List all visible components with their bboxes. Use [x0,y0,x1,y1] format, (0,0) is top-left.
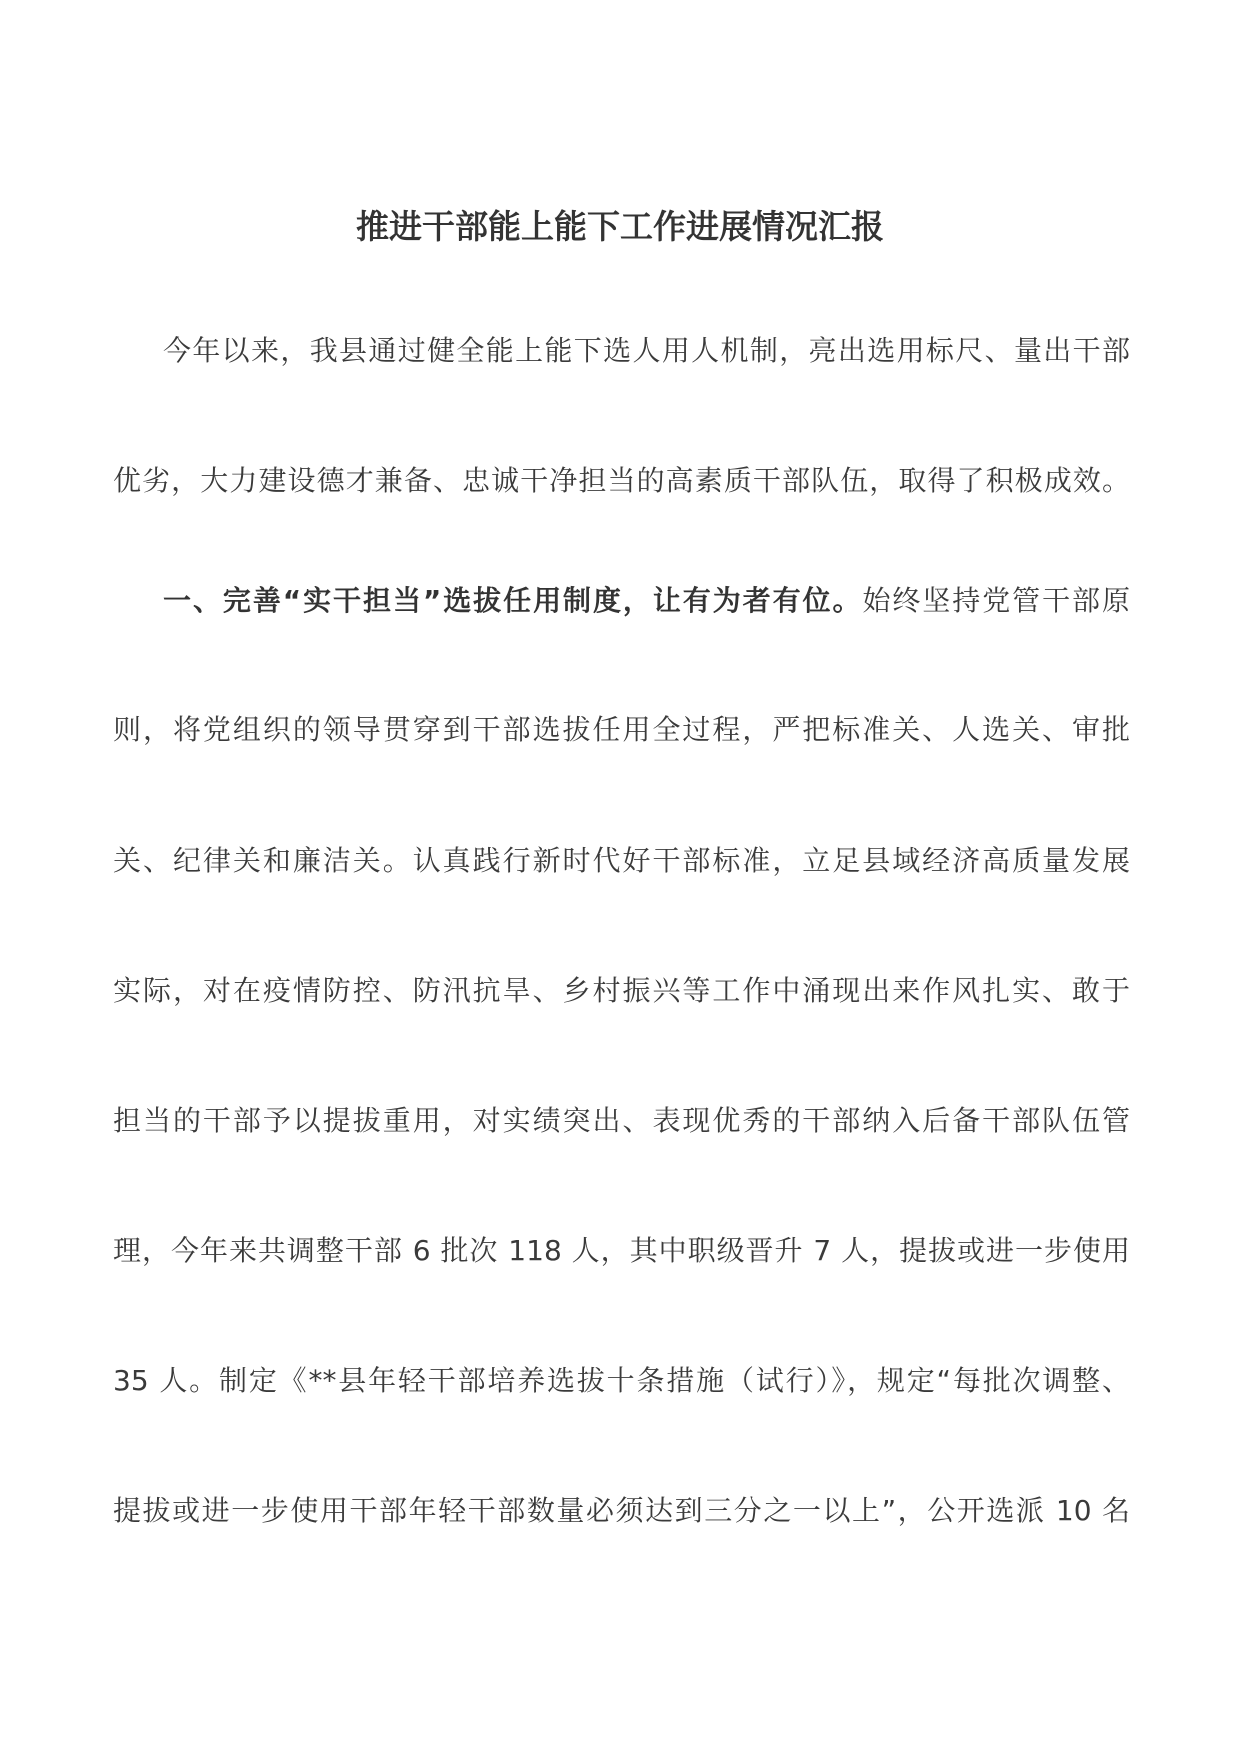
paragraph-line: 担当的干部予以提拔重用，对实绩突出、表现优秀的干部纳入后备干部队伍管 [113,1104,1130,1137]
paragraph-line: 优劣，大力建设德才兼备、忠诚干净担当的高素质干部队伍，取得了积极成效。 [113,464,1130,497]
paragraph-line: 则，将党组织的领导贯穿到干部选拔任用全过程，严把标准关、人选关、审批 [113,713,1130,746]
paragraph-line: 实际，对在疫情防控、防汛抗旱、乡村振兴等工作中涌现出来作风扎实、敢于 [113,974,1130,1007]
section-heading-line [163,581,1130,621]
paragraph-line: 提拔或进一步使用干部年轻干部数量必须达到三分之一以上”，公开选派 10 名 [113,1494,1130,1527]
paragraph-line: 理，今年来共调整干部 6 批次 118 人，其中职级晋升 7 人，提拔或进一步使用 [113,1234,1130,1267]
section-heading: 一、完善“实干担当”选拔任用制度，让有为者有位。 [163,584,863,617]
paragraph-line: 35 人。制定《**县年轻干部培养选拔十条措施（试行）》，规定“每批次调整、 [113,1364,1130,1397]
paragraph-line: 今年以来，我县通过健全能上能下选人用人机制，亮出选用标尺、量出干部 [163,334,1130,367]
paragraph-line: 关、纪律关和廉洁关。认真践行新时代好干部标准，立足县域经济高质量发展 [113,844,1130,877]
document-title: 推进干部能上能下工作进展情况汇报 [356,207,884,246]
paragraph-text: 始终坚持党管干部原 [862,584,1130,617]
